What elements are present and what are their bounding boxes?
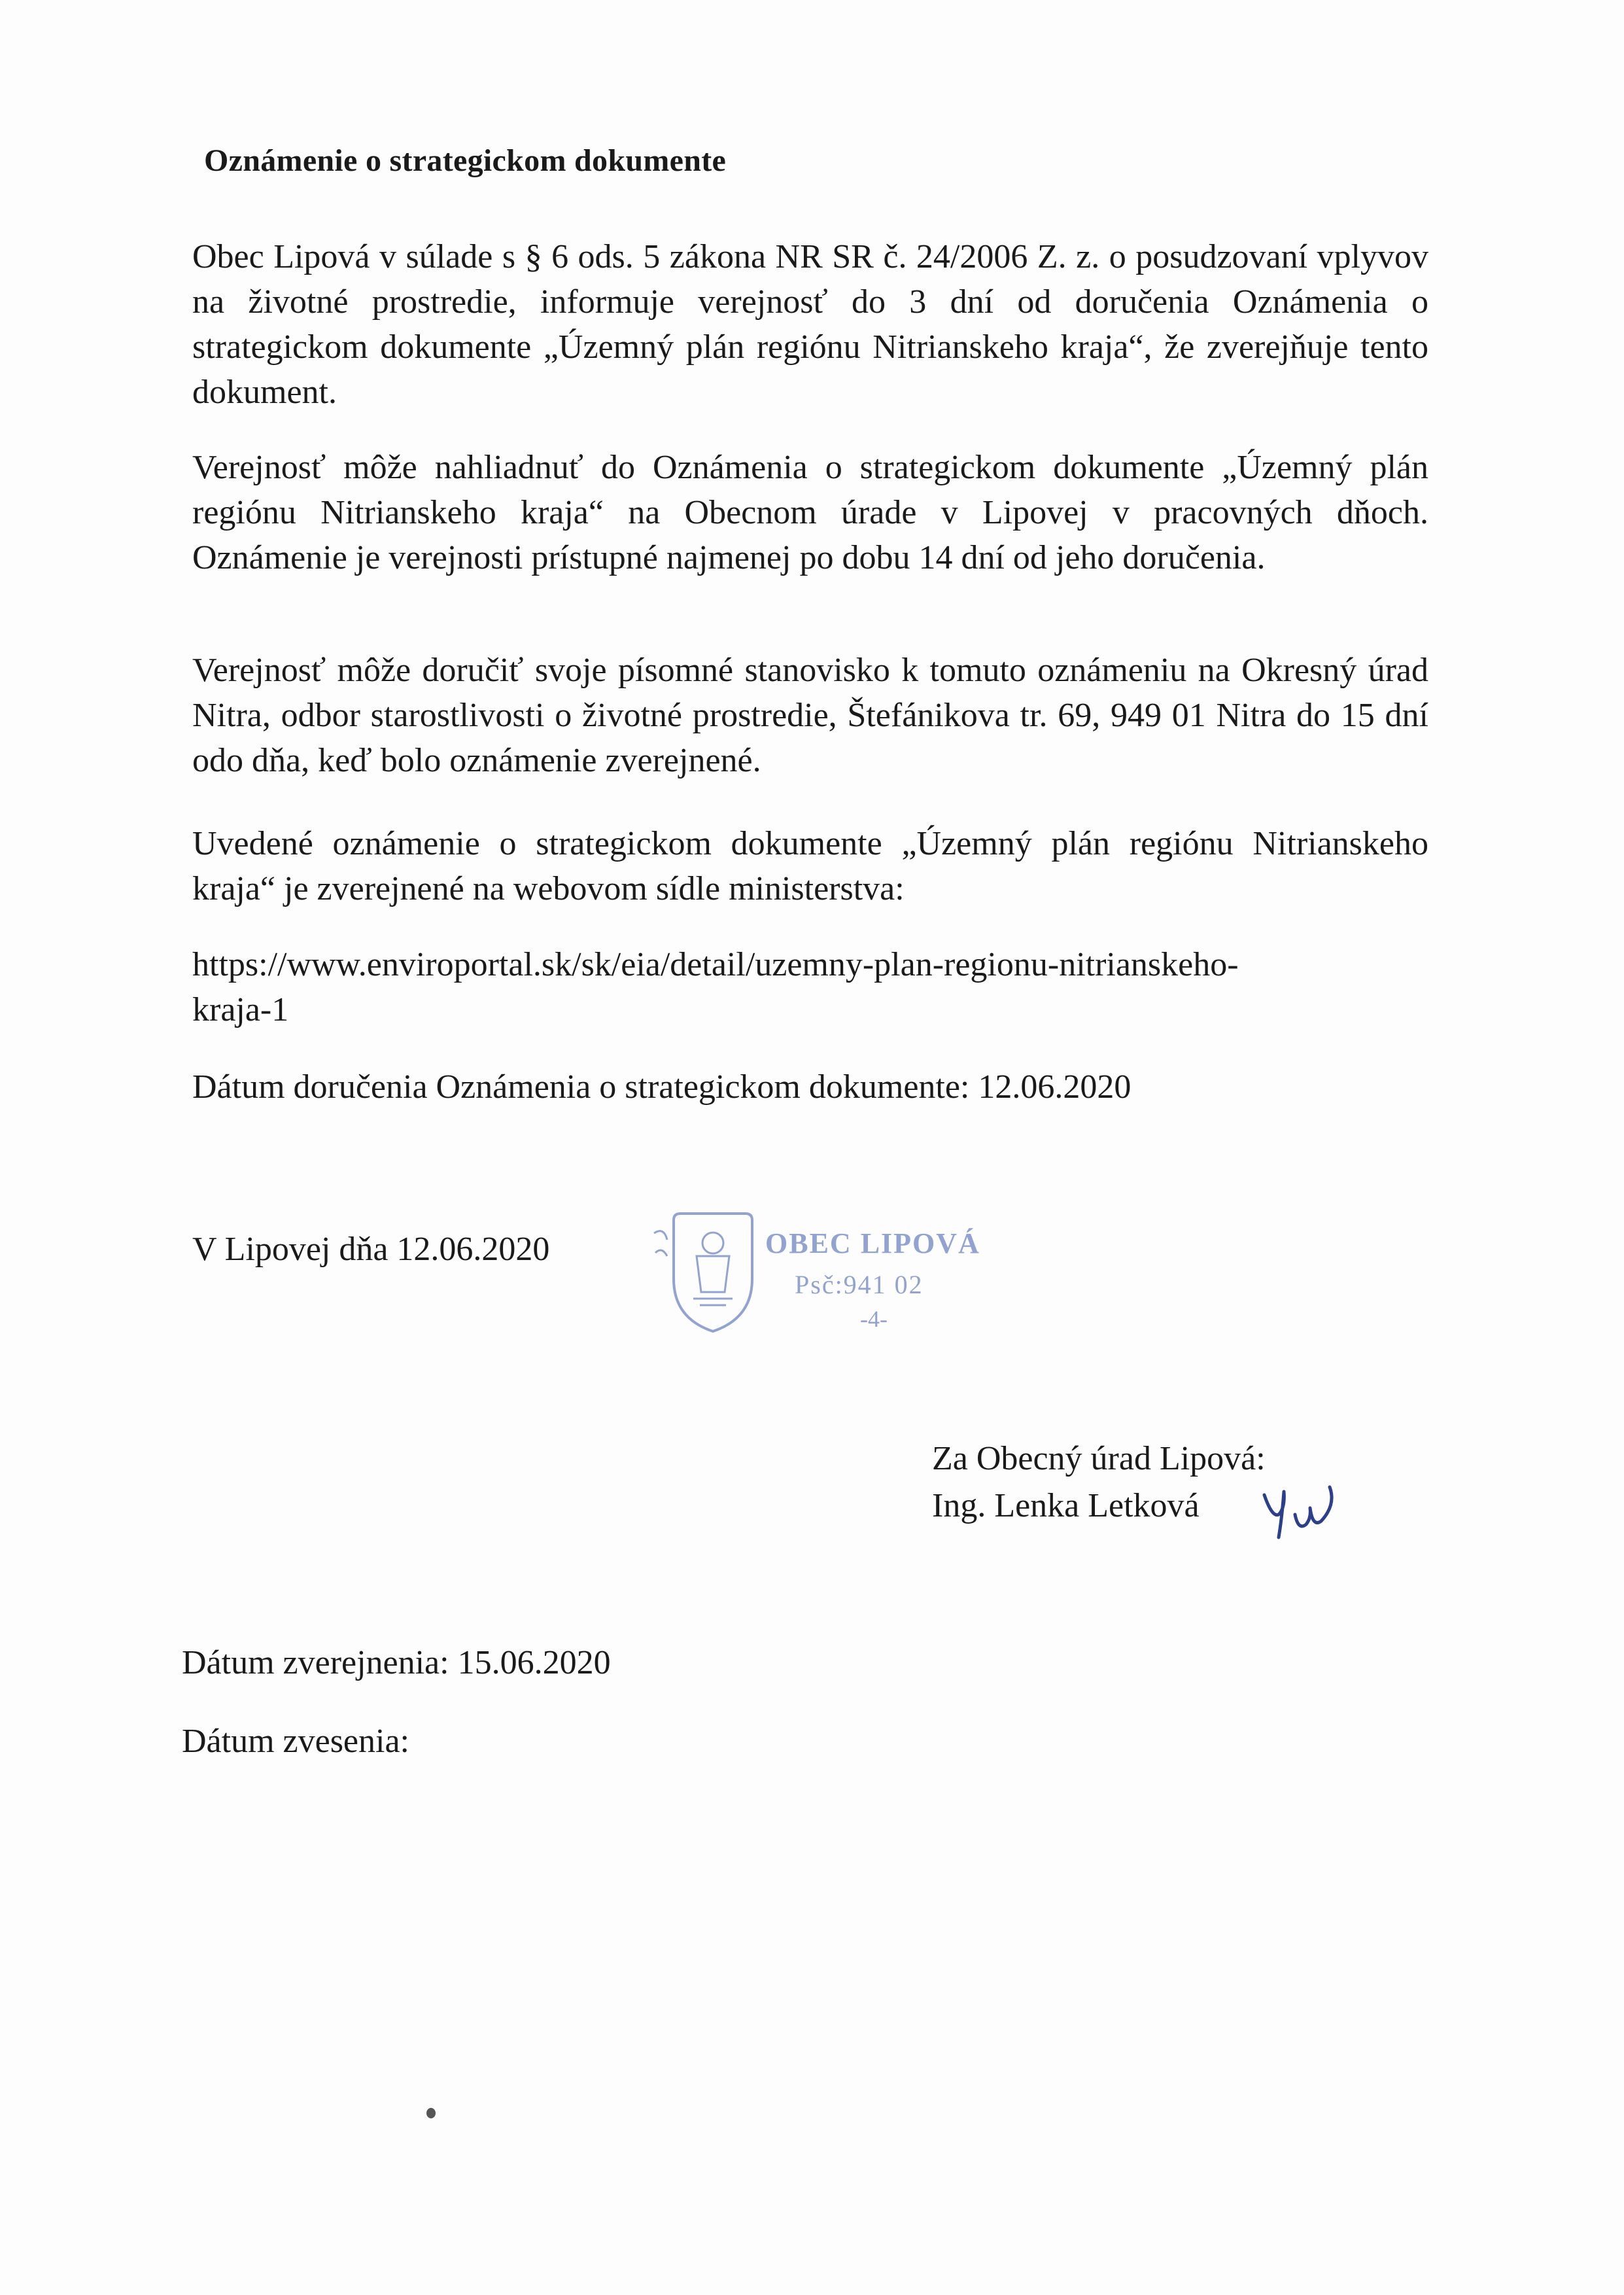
stamp-name: OBEC LIPOVÁ [765, 1227, 980, 1259]
paragraph-publication: Uvedené oznámenie o strategickom dokumente „Územný plán regiónu Nitrianskeho kraja“ je zverejnené na webovom sídle ministerstva: [192, 825, 1428, 907]
stamp-number: -4- [860, 1306, 888, 1332]
stamp-postal-code: Psč:941 02 [795, 1270, 924, 1299]
delivery-date: Dátum doručenia Oznámenia o strategickom dokumente: 12.06.2020 [192, 1068, 1132, 1106]
paragraph-inspection: Verejnosť môže nahliadnuť do Oznámenia o strategickom dokumente „Územný plán regiónu Nitrianskeho kraja“ na Obecnom úrade v Lipovej v pracovných dňoch. Oznámenie je verejnosti prístupné najmenej po dobu 14 dní od jeho doručenia. [192, 449, 1428, 576]
published-date: Dátum zverejnenia: 15.06.2020 [182, 1644, 611, 1681]
scan-speck [426, 2108, 436, 2118]
removal-date: Dátum zvesenia: [182, 1723, 409, 1760]
place-date: V Lipovej dňa 12.06.2020 [192, 1231, 550, 1268]
url-line-1: https://www.enviroportal.sk/sk/eia/detail/uzemny-plan-regionu-nitrianskeho- [192, 946, 1239, 983]
paragraph-statement: Verejnosť môže doručiť svoje písomné stanovisko k tomuto oznámeniu na Okresný úrad Nitra, odbor starostlivosti o životné prostredie, Štefánikova tr. 69, 949 01 Nitra do 15 dní odo dňa, keď bolo oznámenie zverejnené. [192, 652, 1428, 779]
coat-of-arms-icon [648, 1207, 765, 1338]
document-heading: Oznámenie o strategickom dokumente [204, 143, 727, 178]
signatory-name: Ing. Lenka Letková [932, 1487, 1200, 1524]
paragraph-notice: Obec Lipová v súlade s § 6 ods. 5 zákona NR SR č. 24/2006 Z. z. o posudzovaní vplyvov na životné prostredie, informuje verejnosť do 3 dní od doručenia Oznámenia o strategickom dokumente „Územný plán regiónu Nitrianskeho kraja“, že zverejňuje tento dokument. [192, 238, 1428, 411]
handwritten-signature [1259, 1482, 1344, 1544]
official-stamp [648, 1207, 1014, 1351]
url-line-2: kraja-1 [192, 991, 289, 1028]
signatory-office: Za Obecný úrad Lipová: [932, 1440, 1266, 1477]
